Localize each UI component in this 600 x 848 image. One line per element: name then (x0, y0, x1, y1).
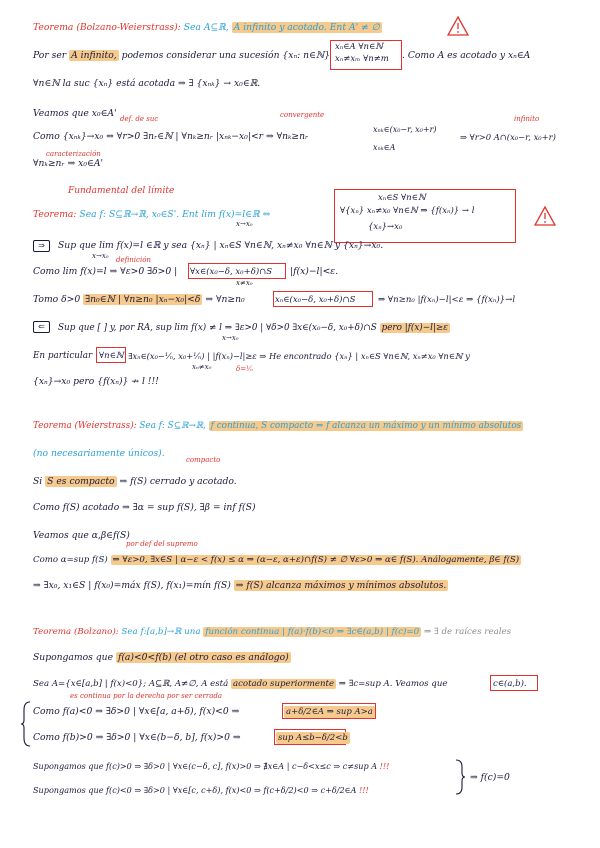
b-l5-red: !!! (379, 761, 390, 771)
bw-title: Teorema (Bolzano-Weierstrass): (33, 22, 181, 33)
note-fundamental: Fundamental del límite (68, 186, 175, 196)
b-line-1 (33, 652, 291, 664)
warning-icon-2 (534, 206, 556, 226)
conclusion-brace (454, 758, 466, 796)
flim-l4a: Sup que [ ] y, por RA, sup lim f(x) ≠ l ⇒ ∃ε>0 | ∀δ>0 ∃x∈(x₀−δ, x₀+δ)∩S (58, 323, 377, 333)
flim-line-2-box: ∀x∈(x₀−δ, x₀+δ)∩S (190, 267, 273, 277)
w-l4a: Como α=sup f(S) (33, 555, 108, 565)
w-line-2: Como f(S) acotado ⇒ ∃α = sup f(S), ∃β = inf f(S) (33, 502, 256, 513)
flim-l5-box: ∀n∈ℕ (99, 351, 124, 361)
b-l2-highlight: acotado superiormente (232, 679, 335, 689)
b-l2a: Sea A={x∈[a,b] | f(x)<0}; A⊆ℝ, A≠∅, A está (33, 679, 229, 689)
b-line-4: Como f(b)>0 ⇒ ∃δ>0 | ∀x∈(b−δ, b], f(x)>0 ⇒ (33, 732, 241, 743)
w-l1a: Si (33, 476, 43, 487)
bw-l2b: podemos considerar una sucesión {xₙ: n∈ℕ} (121, 50, 331, 61)
bw-statement-highlight: A infinito y acotado. Ent A' ≠ ∅ (233, 22, 380, 33)
w-stmt-highlight: f continua, S compacto ⇒ f alcanza un máximo y un mínimo absolutos (210, 421, 522, 431)
b-l2-box: c∈(a,b). (493, 679, 527, 689)
flim-l5-sub: xₙ≠x₀ (192, 363, 212, 371)
b-l4-box: sup A≤b−δ/2<b (278, 733, 348, 743)
bw-line-5: Como {xₙₖ}→x₀ ⇔ ∀r>0 ∃nᵣ∈ℕ | ∀nₖ≥nᵣ |xₙₖ−x₀|<r ⇒ ∀nₖ≥nᵣ (33, 131, 309, 142)
b-l5a: Supongamos que f(c)>0 ⇒ ∃δ>0 | ∀x∈(c−δ, c], f(x)>0 ⇒ ∄x∈A | c−δ<x≤c ⇒ c≠sup A (33, 761, 378, 771)
w-line-3: Veamos que α,β∈f(S) (33, 530, 130, 541)
b-conclusion: ⇒ f(c)=0 (470, 772, 510, 783)
flim-line-4 (58, 322, 450, 334)
w-stmt-a: Sea f: S⊆ℝ→ℝ, (139, 421, 206, 431)
flim-l3a: Tomo δ>0 (33, 294, 81, 305)
flim-line-3 (33, 294, 245, 306)
b-l1-highlight: f(a)<0<f(b) (el otro caso es análogo) (117, 652, 289, 663)
b-stmt-note: ⇒ ∃ de raíces reales (423, 627, 512, 637)
flim-l4-highlight: pero |f(x)−l|≥ε (381, 323, 448, 333)
flim-line-2a: Como lim f(x)=l ⇒ ∀ε>0 ∃δ>0 | (33, 266, 178, 277)
b-l2b: ⇒ ∃c=sup A. Veamos que (338, 679, 448, 689)
note-convergente: convergente (280, 111, 325, 119)
bw-l2a: Por ser (33, 50, 67, 61)
sequence-box-line-1: xₙ∈A ∀n∈ℕ (335, 42, 384, 52)
b-stmt-highlight: función continua | f(a)·f(b)<0 ⇒ ∃c∈(a,b) | f(c)=0 (205, 627, 420, 637)
note-caracterizacion: caracterización (46, 150, 101, 158)
bw-l5-right-text: ⇒ ∀r>0 A∩(x₀−r, x₀+r) (460, 132, 556, 142)
bw-statement: Sea A⊆ℝ, (183, 22, 229, 33)
sequence-box-line-2: xₙ≠xₘ ∀n≠m (335, 54, 389, 64)
b-line-5 (33, 760, 389, 772)
note-def-suc: def. de suc (120, 115, 159, 123)
b-l6-red: !!! (359, 785, 369, 795)
flim-line-1: Sup que lim f(x)=l ∈ℝ y sea {xₙ} | xₙ∈S ∀n∈ℕ, xₙ≠x₀ ∀n∈ℕ y {xₙ}→x₀. (58, 240, 384, 251)
case-brace (20, 700, 32, 748)
flim-line-5a: En particular (33, 351, 93, 361)
b-l1a: Supongamos que (33, 652, 114, 663)
w-l5a: ⇒ ∃x₀, x₁∈S | f(x₀)=máx f(S), f(x₁)=mín f(S) (33, 580, 231, 591)
bw-theorem-line (33, 22, 382, 34)
b-l3-box: a+δ/2∈A ⇒ sup A>a (286, 707, 373, 717)
w-l5-highlight: ⇒ f(S) alcanza máximos y mínimos absolutos. (235, 580, 447, 591)
bw-line-3: ∀n∈ℕ la suc {xₙ} está acotada ⇒ ∃ {xₙₖ} → x₀∈ℝ. (33, 78, 261, 89)
note-infinito: infinito (514, 115, 540, 123)
flim-lim-sub: x→x₀ (236, 220, 253, 228)
bw-l5-top: xₙₖ∈(x₀−r, x₀+r) (373, 125, 437, 134)
bw-l2c: . Como A es acotado y xₙ∈A (402, 50, 531, 61)
flim-line-5b: ∃xₙ∈(x₀−¹⁄ₙ, x₀+¹⁄ₙ) | |f(xₙ)−l|≥ε ⇒ He encontrado {xₙ} | xₙ∈S ∀n∈ℕ, xₙ≠x₀ ∀n∈ℕ y (128, 351, 470, 361)
w-l1b: ⇒ f(S) cerrado y acotado. (119, 476, 237, 487)
w-stmt-c: (no necesariamente únicos). (33, 448, 165, 459)
flim-title: Teorema: (33, 209, 77, 220)
flim-line-2b: |f(x)−l|<ε. (290, 266, 339, 277)
b-line-3: Como f(a)<0 ⇒ ∃δ>0 | ∀x∈[a, a+δ), f(x)<0 ⇒ (33, 706, 240, 717)
flim-l3-highlight: ∃n₀∈ℕ | ∀n≥n₀ |xₙ−x₀|<δ (85, 294, 201, 305)
warning-icon (447, 16, 469, 36)
criterion-line-1: xₙ∈S ∀n∈ℕ (378, 193, 426, 203)
w-line-4 (33, 554, 521, 566)
bw-line-4: Veamos que x₀∈A' (33, 108, 117, 119)
bw-line-2 (33, 50, 330, 62)
flim-l1-sub: x→x₀ (92, 252, 109, 260)
criterion-line-3: {xₙ}→x₀ (368, 222, 403, 232)
flim-statement: Sea f: S⊆ℝ→ℝ, x₀∈S'. Ent lim f(x)=l∈ℝ ⇔ (79, 209, 271, 220)
flim-l2-sub: x≠x₀ (236, 279, 253, 287)
bw-line-6: ∀nₖ≥nᵣ ⇒ x₀∈A' (33, 158, 103, 169)
flim-line-3-box: xₙ∈(x₀−δ, x₀+δ)∩S (275, 295, 356, 305)
note-continua: es continua por la derecha por ser cerrada (70, 692, 223, 700)
reverse-implication-icon: ⇐ (33, 321, 50, 333)
w-l4-highlight: ⇒ ∀ε>0, ∃x∈S | α−ε < f(x) ≤ α ⇒ (α−ε, α+ε)∩f(S) ≠ ∅ ∀ε>0 ⇒ α∈ f(S). Análogamente, β∈ f(S) (112, 555, 520, 565)
b-theorem-line (33, 626, 511, 638)
b-line-2 (33, 678, 447, 690)
flim-line-6: {xₙ}→x₀ pero {f(xₙ)} ↛ l !!! (33, 376, 159, 387)
flim-l3b: ⇒ ∀n≥n₀ (205, 294, 245, 305)
note-delta: δ=¹⁄ₙ (236, 365, 253, 373)
w-line-1 (33, 476, 237, 488)
flim-line-3c: ⇒ ∀n≥n₀ |f(xₙ)−l|<ε ⇒ {f(xₙ)}→l (378, 295, 516, 305)
note-supremo: por def del supremo (126, 540, 198, 548)
w-theorem-line (33, 420, 523, 432)
bw-l2-highlight: A infinito, (71, 50, 117, 61)
forward-implication-icon: ⇒ (33, 240, 50, 252)
w-l1-highlight: S es compacto (47, 476, 115, 487)
bw-l5-bottom: xₙₖ∈A (373, 143, 396, 152)
b-stmt-a: Sea f:[a,b]→ℝ una (121, 627, 201, 637)
b-l6a: Supongamos que f(c)<0 ⇒ ∃δ>0 | ∀x∈[c, c+δ), f(x)<0 ⇒ f(c+δ/2)<0 ⇒ c+δ/2∈A (33, 785, 357, 795)
b-line-6 (33, 784, 369, 796)
w-line-5 (33, 580, 448, 592)
w-title: Teorema (Weierstrass): (33, 421, 137, 431)
flim-theorem-line (33, 209, 270, 221)
note-compacto: compacto (186, 456, 221, 464)
note-definicion: definición (116, 256, 151, 264)
criterion-line-2: ∀{xₙ} xₙ≠x₀ ∀n∈ℕ ⇒ {f(xₙ)} → l (340, 206, 475, 216)
bw-l5-right (460, 131, 556, 143)
b-title: Teorema (Bolzano): (33, 627, 119, 637)
flim-l4-sub: x→x₀ (222, 334, 239, 342)
